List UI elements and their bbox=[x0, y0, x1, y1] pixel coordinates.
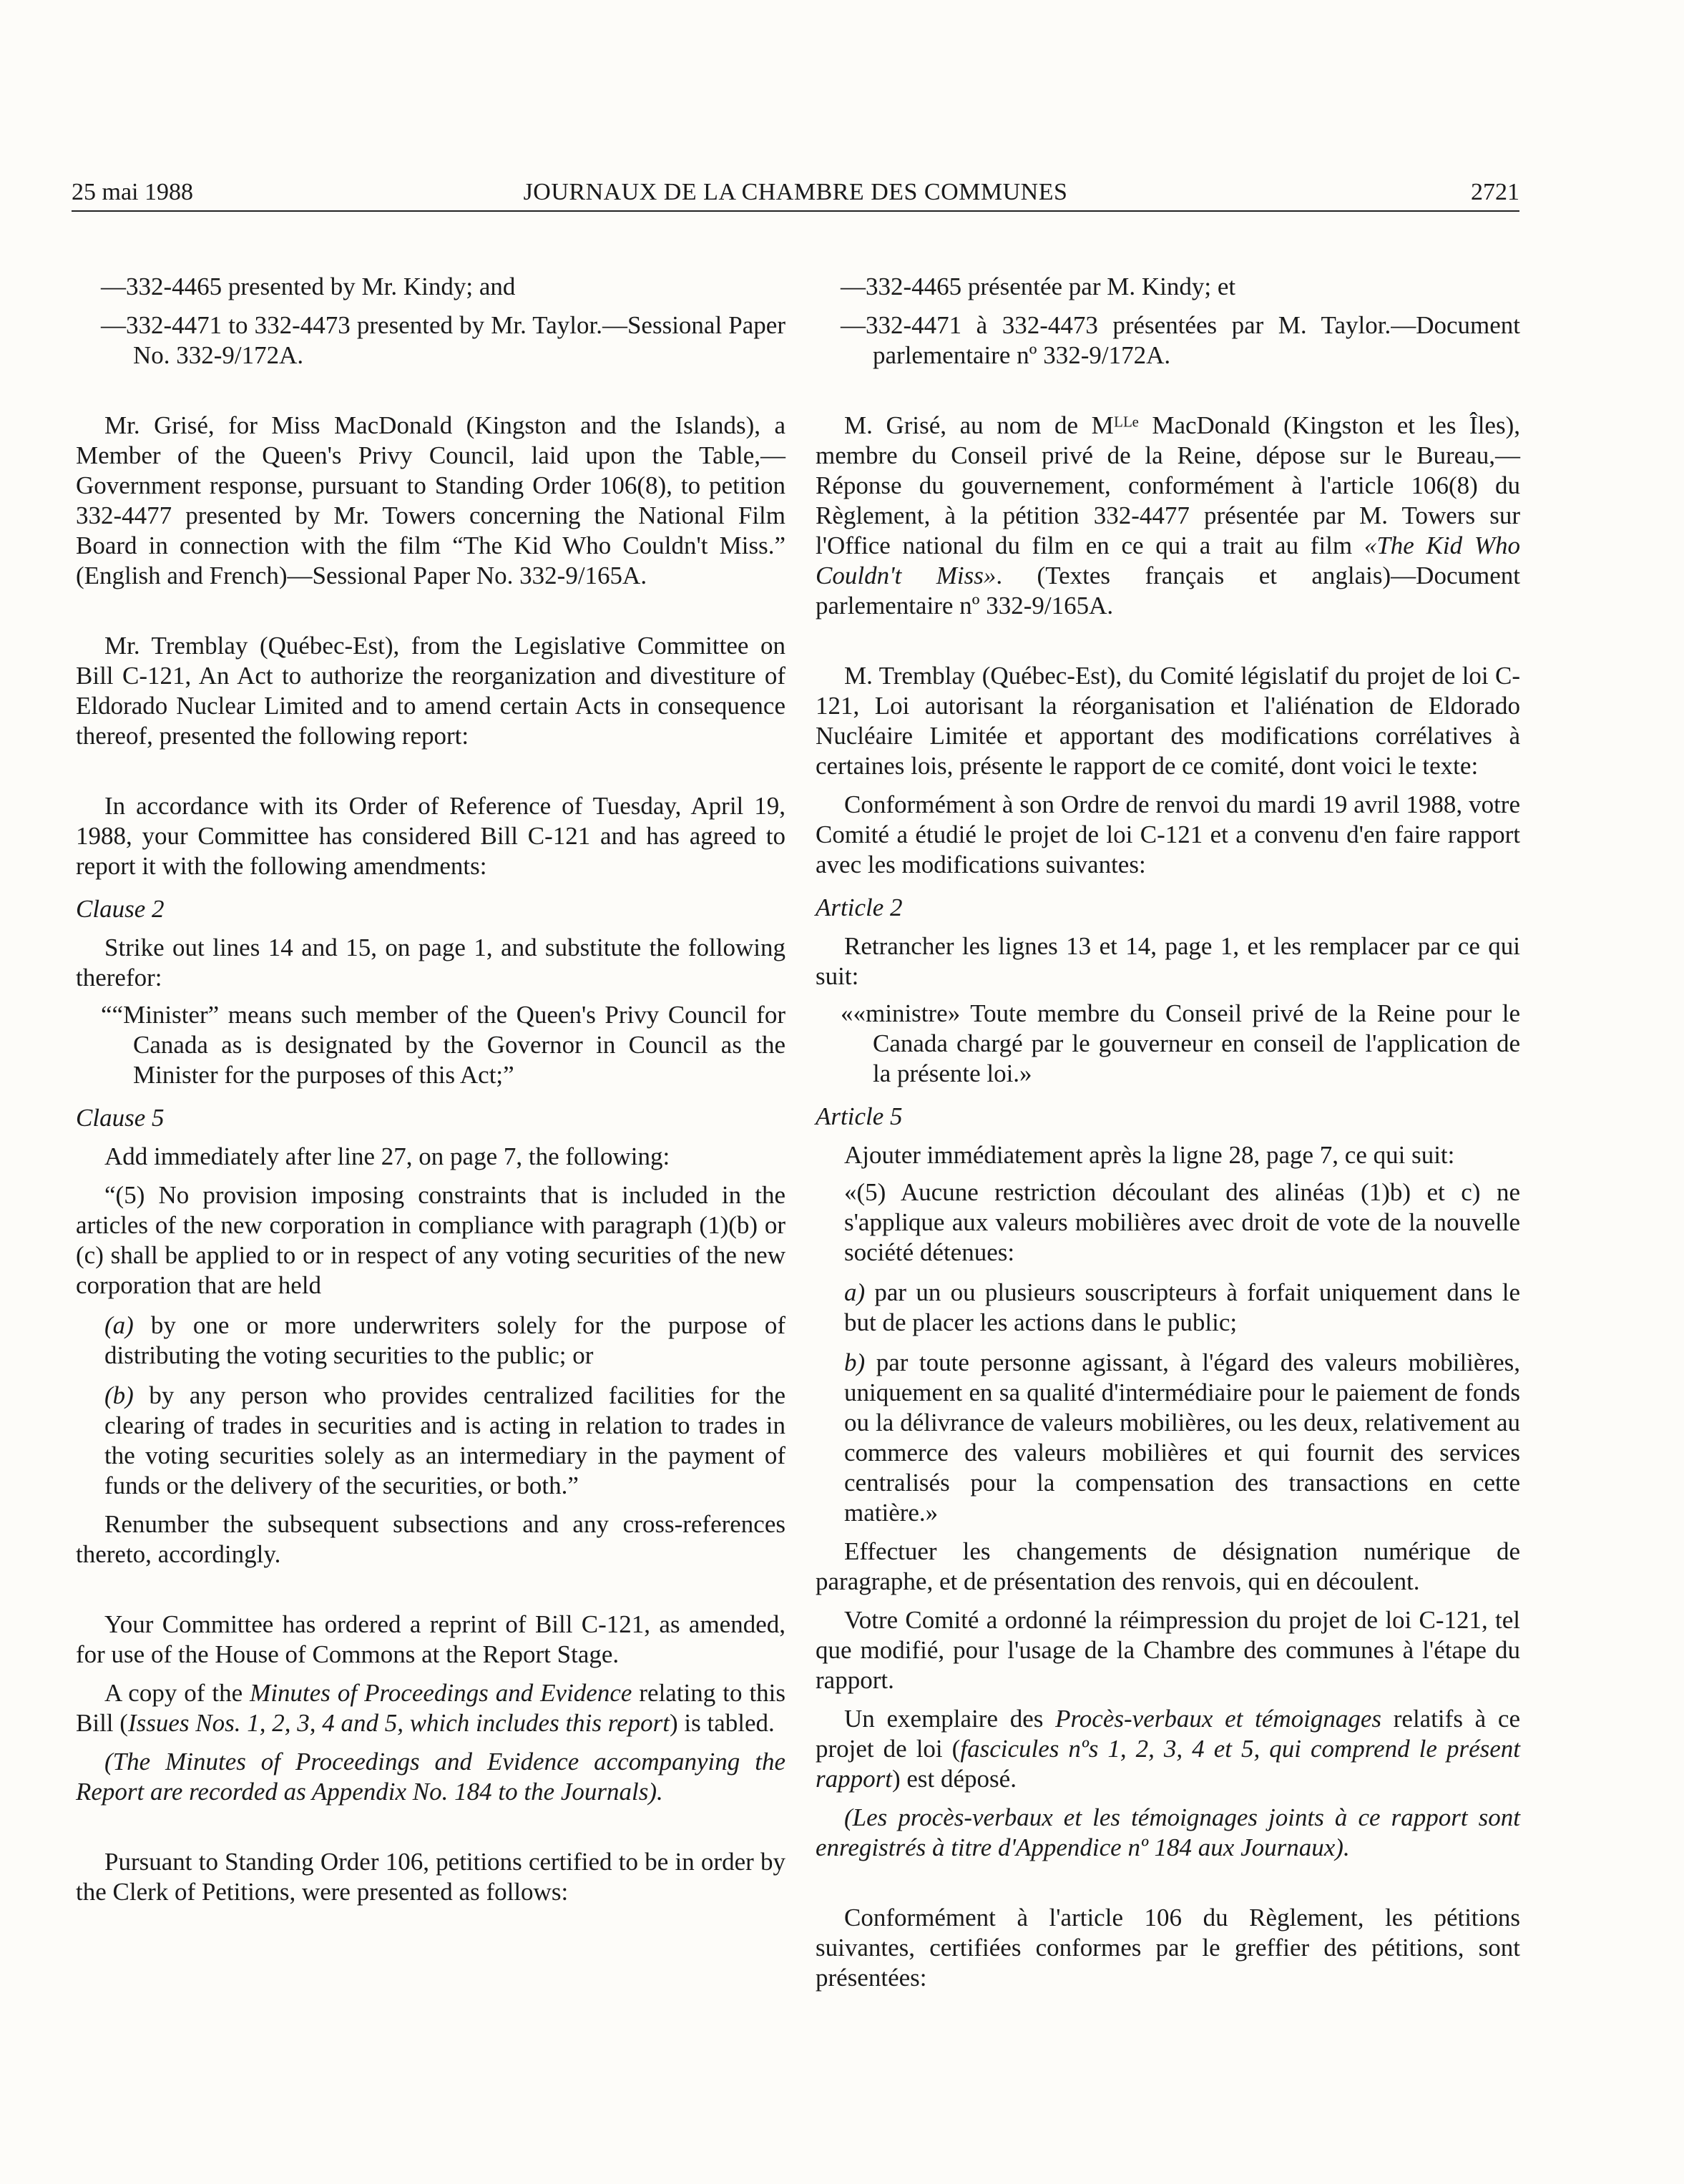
fr-item-b-text: par toute personne agissant, à l'égard des valeurs mobilières, uniquement en sa qualité d'intermédiaire pour le paiement de fonds ou la délivrance de valeurs mobilières, ou les deux, relativement au commerce des valeurs mobilières et qui fournit des services centralisés pour la compensation des transactions en cette matière.» bbox=[844, 1348, 1520, 1527]
en-item-a-label: (a) bbox=[104, 1311, 134, 1339]
french-column bbox=[816, 272, 1520, 1993]
en-order-of-reference: In accordance with its Order of Reference of Tuesday, April 19, 1988, your Committee has considered Bill C-121 and has agreed to report it with the following amendments: bbox=[76, 792, 785, 880]
fr-petitions-intro: Conformément à l'article 106 du Règlement, les pétitions suivantes, certifiées conformes par le greffier des pétitions, sont présentées: bbox=[816, 1904, 1520, 1992]
en-copy-minutes-title: Minutes of Proceedings and Evidence bbox=[250, 1679, 632, 1707]
fr-copy-tabled bbox=[816, 1704, 1520, 1794]
fr-tremblay-paragraph: M. Tremblay (Québec-Est), du Comité législatif du projet de loi C-121, Loi autorisant la réorganisation et l'aliénation de Eldorado Nucléaire Limitée et apportant des modifications corrélatives à certaines lois, présente le rapport de ce comité, dont voici le texte: bbox=[816, 662, 1520, 780]
fr-petition-line-2: —332-4471 à 332-4473 présentées par M. Taylor.—Document parlementaire nº 332-9/172A. bbox=[841, 311, 1520, 369]
fr-article-2-quote: ««ministre» Toute membre du Conseil privé de la Reine pour le Canada chargé par le gouverneur en conseil de l'application de la présente loi.» bbox=[841, 999, 1520, 1087]
en-clause-5-text: Add immediately after line 27, on page 7, the following: bbox=[104, 1142, 670, 1170]
en-petitions-intro: Pursuant to Standing Order 106, petitions certified to be in order by the Clerk of Petitions, were presented as follows: bbox=[76, 1848, 785, 1906]
fr-copy-issues: fascicules nºs 1, 2, 3, 4 et 5, qui comprend le présent rapport bbox=[816, 1735, 1520, 1793]
en-clause-2-text: Strike out lines 14 and 15, on page 1, and substitute the following therefor: bbox=[76, 934, 785, 991]
fr-order-of-reference: Conformément à son Ordre de renvoi du mardi 19 avril 1988, votre Comité a étudié le projet de loi C-121 et a convenu d'en faire rapport avec les modifications suivantes: bbox=[816, 790, 1520, 878]
fr-petition-line-1: —332-4465 présentée par M. Kindy; et bbox=[841, 273, 1236, 300]
fr-article-5-text: Ajouter immédiatement après la ligne 28, page 7, ce qui suit: bbox=[844, 1141, 1455, 1169]
fr-item-a-text: par un ou plusieurs souscripteurs à forfait uniquement dans le but de placer les actions dans le public; bbox=[844, 1278, 1520, 1336]
fr-copy-minutes-title: Procès-verbaux et témoignages bbox=[1055, 1705, 1382, 1733]
en-clause-2-heading: Clause 2 bbox=[76, 895, 165, 923]
fr-grise-film-title: «The Kid Who Couldn't Miss» bbox=[816, 532, 1520, 589]
fr-item-a bbox=[816, 1278, 1520, 1338]
en-petition-line-2: —332-4471 to 332-4473 presented by Mr. Taylor.—Sessional Paper No. 332-9/172A. bbox=[101, 311, 785, 369]
en-item-a bbox=[76, 1311, 785, 1371]
en-petition-line-1: —332-4465 presented by Mr. Kindy; and bbox=[101, 273, 516, 300]
en-copy-pre: A copy of the bbox=[104, 1679, 250, 1707]
en-copy-issues: Issues Nos. 1, 2, 3, 4 and 5, which includes this report bbox=[127, 1709, 670, 1737]
en-tremblay-paragraph: Mr. Tremblay (Québec-Est), from the Legislative Committee on Bill C-121, An Act to authorize the reorganization and divestiture of Eldorado Nuclear Limited and to amend certain Acts in consequence thereof, presented the following report: bbox=[76, 632, 785, 750]
en-item-a-text: by one or more underwriters solely for the purpose of distributing the voting securities to the public; or bbox=[104, 1311, 785, 1369]
en-copy-mid: relating to this Bill ( bbox=[76, 1679, 786, 1737]
fr-article-2-heading: Article 2 bbox=[816, 893, 903, 921]
page-header bbox=[72, 170, 1519, 212]
fr-item-b bbox=[816, 1348, 1520, 1528]
header-journal-title: JOURNAUX DE LA CHAMBRE DES COMMUNES bbox=[523, 179, 1068, 205]
header-date: 25 mai 1988 bbox=[72, 179, 193, 205]
fr-minutes-note: (Les procès-verbaux et les témoignages joints à ce rapport sont enregistrés à titre d'Appendice nº 184 aux Journaux). bbox=[816, 1803, 1520, 1861]
english-column bbox=[76, 272, 785, 1907]
fr-item-b-label: b) bbox=[844, 1348, 866, 1376]
en-item-b-text: by any person who provides centralized facilities for the clearing of trades in securities and is acting in relation to trades in the voting securities solely as an intermediary in the payment of funds or the delivery of the securities, or both.” bbox=[104, 1381, 785, 1499]
en-grise-paragraph: Mr. Grisé, for Miss MacDonald (Kingston and the Islands), a Member of the Queen's Privy Council, laid upon the Table,—Government response, pursuant to Standing Order 106(8), to petition 332-4477 presented by Mr. Towers concerning the National Film Board in connection with the film “The Kid Who Couldn't Miss.” (English and French)—Sessional Paper No. 332-9/165A. bbox=[76, 411, 785, 589]
fr-copy-post: ) est déposé. bbox=[891, 1765, 1017, 1793]
en-item-b-label: (b) bbox=[104, 1381, 134, 1409]
fr-article-2-text: Retrancher les lignes 13 et 14, page 1, et les remplacer par ce qui suit: bbox=[816, 932, 1520, 990]
en-copy-tabled bbox=[76, 1678, 785, 1738]
fr-copy-mid: relatifs à ce projet de loi ( bbox=[816, 1705, 1521, 1763]
fr-grise-post: . (Textes français et anglais)—Document parlementaire nº 332-9/165A. bbox=[816, 562, 1520, 620]
fr-copy-pre: Un exemplaire des bbox=[844, 1705, 1056, 1733]
fr-grise-paragraph bbox=[816, 411, 1520, 621]
fr-reprint: Votre Comité a ordonné la réimpression du projet de loi C-121, tel que modifié, pour l'usage de la Chambre des communes à l'étape du rapport. bbox=[816, 1606, 1520, 1694]
en-renumber: Renumber the subsequent subsections and any cross-references thereto, accordingly. bbox=[76, 1510, 785, 1568]
fr-item-a-label: a) bbox=[844, 1278, 866, 1306]
en-reprint: Your Committee has ordered a reprint of Bill C-121, as amended, for use of the House of Commons at the Report Stage. bbox=[76, 1610, 785, 1668]
fr-article-5-heading: Article 5 bbox=[816, 1102, 903, 1130]
en-clause-5-quote: “(5) No provision imposing constraints that is included in the articles of the new corporation in compliance with paragraph (1)(b) or (c) shall be applied to or in respect of any voting securities of the new corporation that are held bbox=[76, 1181, 785, 1299]
en-clause-5-heading: Clause 5 bbox=[76, 1104, 165, 1132]
fr-article-5-quote: «(5) Aucune restriction découlant des alinéas (1)b) et c) ne s'applique aux valeurs mobilières avec droit de vote de la nouvelle société détenues: bbox=[844, 1178, 1520, 1266]
en-clause-2-quote: ““Minister” means such member of the Queen's Privy Council for Canada as is designated by the Governor in Council as the Minister for the purposes of this Act;” bbox=[101, 1001, 785, 1089]
en-item-b bbox=[76, 1381, 785, 1501]
en-minutes-note: (The Minutes of Proceedings and Evidence accompanying the Report are recorded as Appendix No. 184 to the Journals). bbox=[76, 1748, 785, 1806]
header-page-number: 2721 bbox=[1471, 179, 1519, 205]
fr-grise-pre: M. Grisé, au nom de Mᴸᴸᵉ MacDonald (Kingston et les Îles), membre du Conseil privé de la Reine, dépose sur le Bureau,—Réponse du gouvernement, conformément à l'article 106(8) du Règlement, à la pétition 332-4477 présentée par M. Towers sur l'Office national du film en ce qui a trait au film bbox=[816, 411, 1520, 559]
fr-renumber: Effectuer les changements de désignation numérique de paragraphe, et de présentation des renvois, qui en découlent. bbox=[816, 1537, 1520, 1595]
en-copy-post: ) is tabled. bbox=[669, 1709, 775, 1737]
